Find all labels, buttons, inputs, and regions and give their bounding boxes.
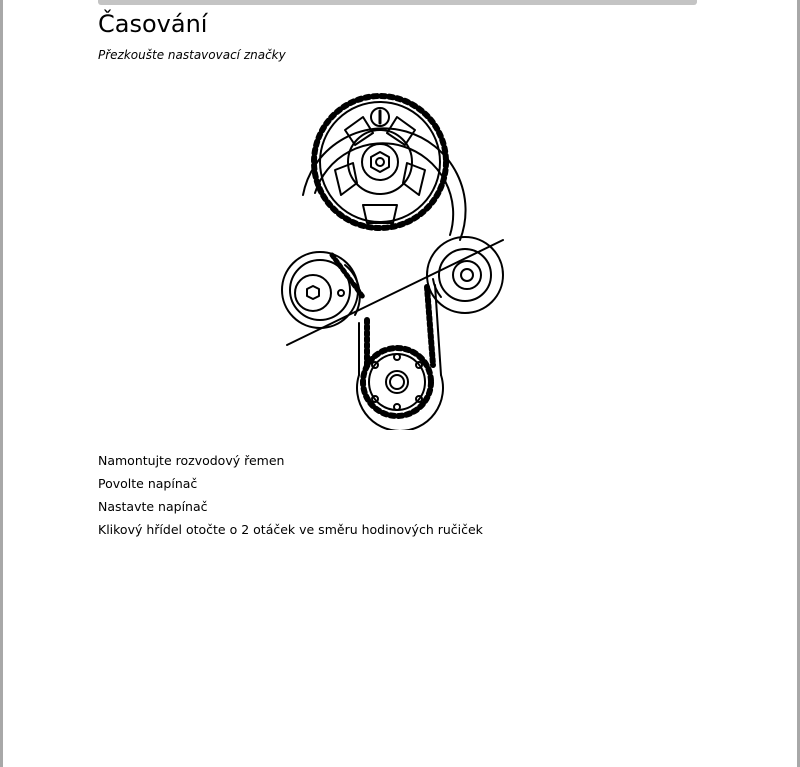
window-border-left — [0, 0, 3, 767]
scrollbar-top[interactable] — [98, 0, 697, 5]
list-item: Klikový hřídel otočte o 2 otáček ve směru hodinových ručiček — [98, 522, 483, 537]
instruction-list — [98, 453, 483, 545]
camshaft-pulley-icon — [303, 96, 466, 240]
timing-belt-diagram — [275, 75, 515, 430]
list-item: Namontujte rozvodový řemen — [98, 453, 285, 468]
tensioner-pulley-icon — [427, 237, 503, 313]
page-title: Časování — [98, 10, 208, 38]
list-item: Povolte napínač — [98, 476, 198, 491]
page-subtitle: Přezkoušte nastavovací značky — [98, 48, 286, 62]
idler-pulley-icon — [282, 252, 363, 328]
list-item: Nastavte napínač — [98, 499, 208, 514]
